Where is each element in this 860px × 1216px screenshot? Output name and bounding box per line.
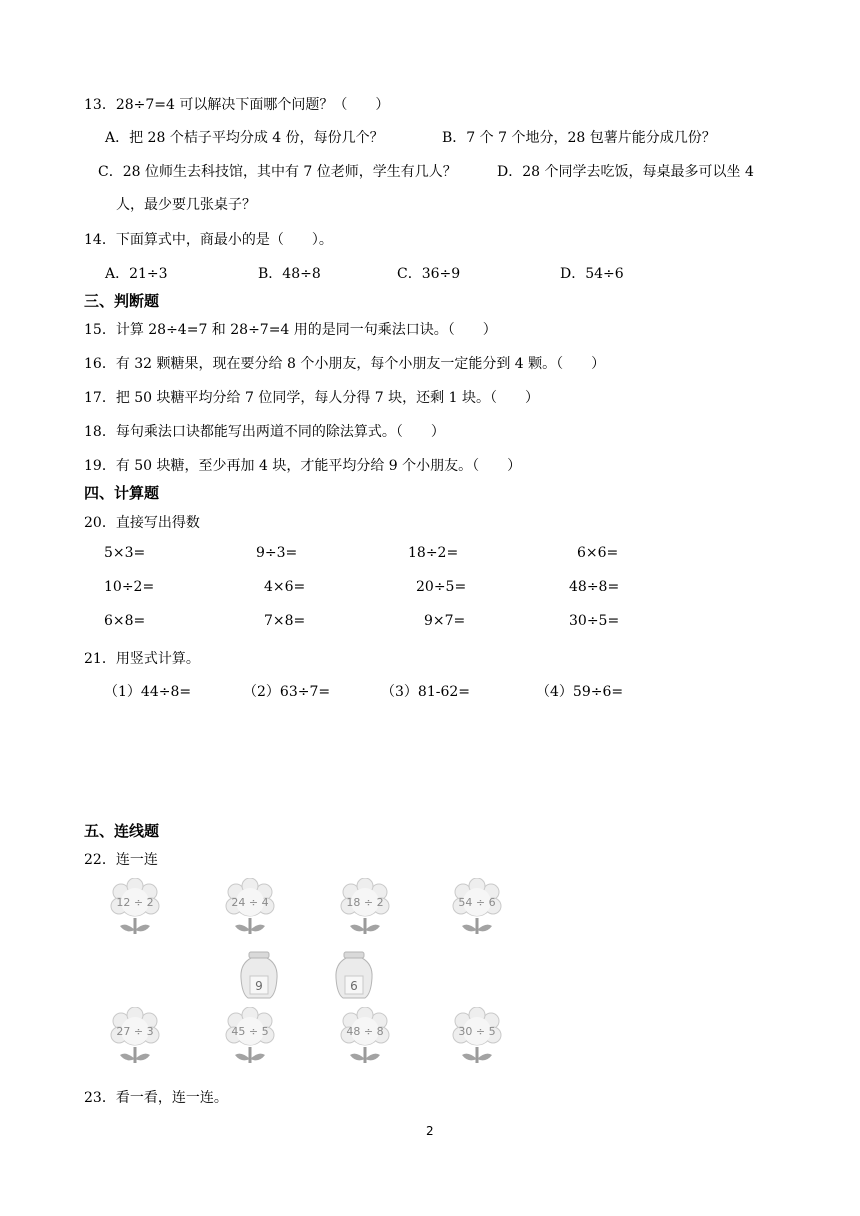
section-3-title: 三、判断题 xyxy=(84,292,160,310)
calc-item: 48÷8= xyxy=(569,579,620,595)
vertical-calc-item: （3）81-62= xyxy=(381,684,470,700)
calc-item: 9×7= xyxy=(424,613,466,629)
vase-number: 6 xyxy=(350,979,358,993)
flower-expression: 12 ÷ 2 xyxy=(116,896,154,909)
q13-option-b: B．7 个 7 个地分，28 包薯片能分成几份？ xyxy=(442,130,716,146)
vertical-calc-item: （2）63÷7= xyxy=(243,684,331,700)
section-4-title: 四、计算题 xyxy=(84,484,160,502)
calc-item: 30÷5= xyxy=(569,613,620,629)
calc-item: 6×8= xyxy=(104,613,146,629)
flower-card[interactable] xyxy=(219,1007,281,1073)
vertical-calc-item: （4）59÷6= xyxy=(536,684,624,700)
flower-card[interactable] xyxy=(104,1007,166,1073)
q14-option-a: A．21÷3 xyxy=(105,266,168,282)
flower-card[interactable] xyxy=(334,878,396,944)
judge-item-17: 17．把 50 块糖平均分给 7 位同学，每人分得 7 块，还剩 1 块。（ ） xyxy=(84,390,539,406)
calc-item: 20÷5= xyxy=(416,579,467,595)
vase-card[interactable] xyxy=(236,950,282,1000)
vase-card[interactable] xyxy=(331,950,377,1000)
q14-stem: 14．下面算式中，商最小的是（ ）。 xyxy=(84,232,333,248)
vase-number: 9 xyxy=(255,979,263,993)
flower-card[interactable] xyxy=(446,878,508,944)
flower-expression: 48 ÷ 8 xyxy=(346,1025,384,1038)
calc-item: 7×8= xyxy=(264,613,306,629)
flower-expression: 30 ÷ 5 xyxy=(458,1025,496,1038)
judge-item-16: 16．有 32 颗糖果，现在要分给 8 个小朋友，每个小朋友一定能分到 4 颗。（ ） xyxy=(84,356,606,372)
calc-item: 6×6= xyxy=(577,545,619,561)
flower-card[interactable] xyxy=(219,878,281,944)
calc-item: 18÷2= xyxy=(408,545,459,561)
q14-option-b: B．48÷8 xyxy=(258,266,321,282)
q13-stem: 13．28÷7=4 可以解决下面哪个问题？（ ） xyxy=(84,97,390,113)
flower-expression: 45 ÷ 5 xyxy=(231,1025,269,1038)
section-5-title: 五、连线题 xyxy=(84,822,160,840)
judge-item-15: 15．计算 28÷4=7 和 28÷7=4 用的是同一句乘法口诀。（ ） xyxy=(84,322,497,338)
q21-stem: 21．用竖式计算。 xyxy=(84,651,200,667)
calc-item: 10÷2= xyxy=(104,579,155,595)
q13-option-c: C．28 位师生去科技馆，其中有 7 位老师，学生有几人？ xyxy=(98,164,457,180)
q13-option-d-cont: 人，最少要几张桌子？ xyxy=(116,197,256,213)
flower-expression: 54 ÷ 6 xyxy=(458,896,496,909)
judge-item-19: 19．有 50 块糖，至少再加 4 块，才能平均分给 9 个小朋友。（ ） xyxy=(84,458,522,474)
q20-stem: 20．直接写出得数 xyxy=(84,515,200,531)
q14-option-c: C．36÷9 xyxy=(397,266,461,282)
flower-card[interactable] xyxy=(334,1007,396,1073)
vertical-calc-item: （1）44÷8= xyxy=(104,684,192,700)
flower-card[interactable] xyxy=(446,1007,508,1073)
q14-option-d: D．54÷6 xyxy=(560,266,624,282)
page-number: 2 xyxy=(426,1124,434,1138)
calc-item: 9÷3= xyxy=(256,545,298,561)
q13-option-d: D．28 个同学去吃饭，每桌最多可以坐 4 xyxy=(497,164,754,180)
judge-item-18: 18．每句乘法口诀都能写出两道不同的除法算式。（ ） xyxy=(84,424,445,440)
q23-stem: 23．看一看，连一连。 xyxy=(84,1090,228,1106)
flower-expression: 24 ÷ 4 xyxy=(231,896,269,909)
calc-item: 4×6= xyxy=(264,579,306,595)
flower-expression: 18 ÷ 2 xyxy=(346,896,384,909)
flower-expression: 27 ÷ 3 xyxy=(116,1025,154,1038)
flower-card[interactable] xyxy=(104,878,166,944)
q13-option-a: A．把 28 个桔子平均分成 4 份，每份几个？ xyxy=(105,130,384,146)
calc-item: 5×3= xyxy=(104,545,146,561)
q22-stem: 22．连一连 xyxy=(84,852,158,868)
